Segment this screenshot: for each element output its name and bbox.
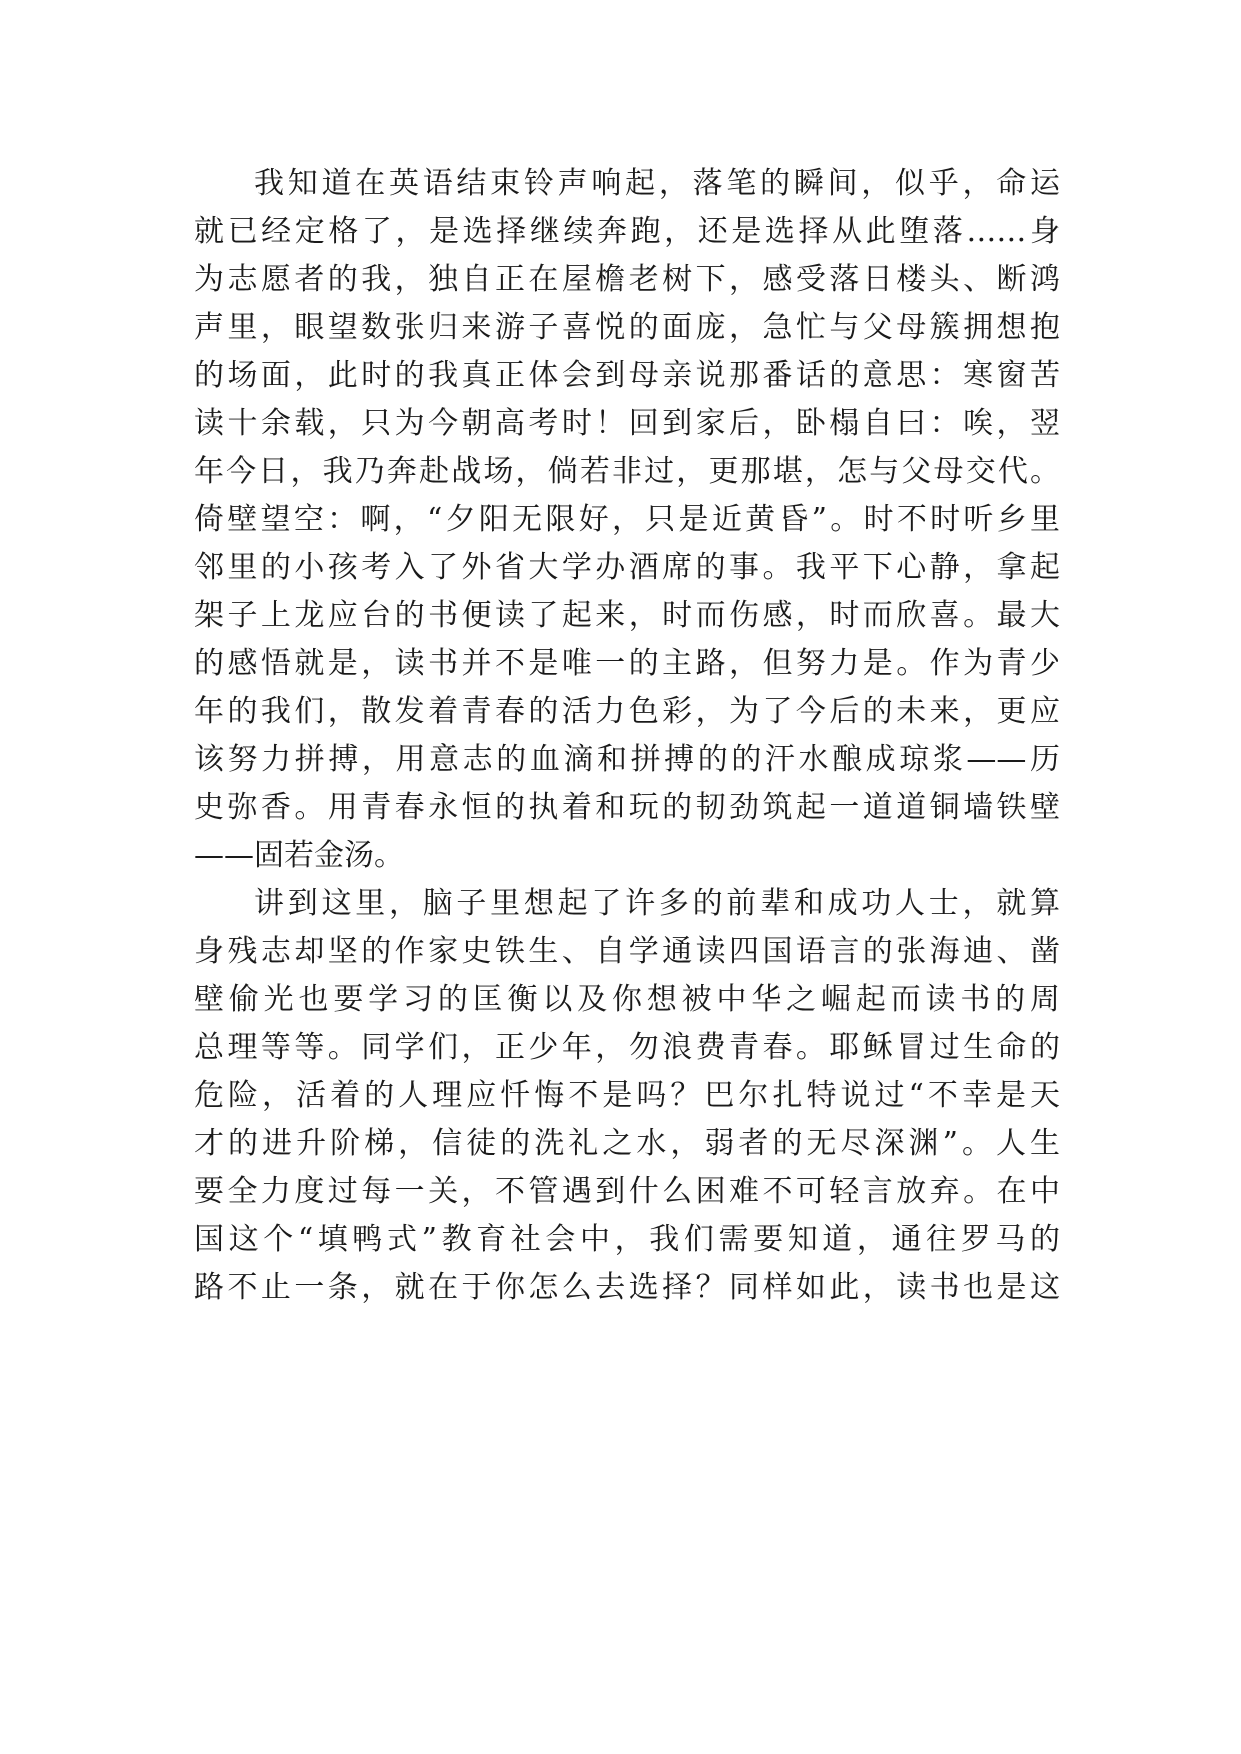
text-line: 倚壁望空：啊，“夕阳无限好，只是近黄昏”。时不时听乡里 — [194, 502, 1060, 537]
document-body — [194, 160, 1060, 1312]
text-line: 为志愿者的我，独自正在屋檐老树下，感受落日楼头、断鸿 — [194, 262, 1060, 297]
text-line: 就已经定格了，是选择继续奔跑，还是选择从此堕落……身 — [194, 214, 1060, 249]
text-line: 要全力度过每一关，不管遇到什么困难不可轻言放弃。在中 — [194, 1174, 1060, 1209]
text-line: 邻里的小孩考入了外省大学办酒席的事。我平下心静，拿起 — [194, 550, 1060, 585]
text-line: 年的我们，散发着青春的活力色彩，为了今后的未来，更应 — [194, 694, 1060, 729]
text-line: 讲到这里，脑子里想起了许多的前辈和成功人士，就算 — [254, 886, 1060, 921]
text-line: 总理等等。同学们，正少年，勿浪费青春。耶稣冒过生命的 — [194, 1030, 1060, 1065]
text-line: 身残志却坚的作家史铁生、自学通读四国语言的张海迪、凿 — [194, 934, 1060, 969]
text-line: 国这个“填鸭式”教育社会中，我们需要知道，通往罗马的 — [194, 1222, 1060, 1257]
text-line: 路不止一条，就在于你怎么去选择？同样如此，读书也是这 — [194, 1270, 1060, 1305]
paragraph-2 — [194, 880, 1060, 1312]
text-line: 壁偷光也要学习的匡衡以及你想被中华之崛起而读书的周 — [194, 982, 1060, 1017]
text-line: 才的进升阶梯，信徒的洗礼之水，弱者的无尽深渊”。人生 — [194, 1126, 1060, 1161]
text-line: 架子上龙应台的书便读了起来，时而伤感，时而欣喜。最大 — [194, 598, 1060, 633]
text-line: 声里，眼望数张归来游子喜悦的面庞，急忙与父母簇拥想抱 — [194, 310, 1060, 345]
text-line: 该努力拼搏，用意志的血滴和拼搏的的汗水酿成琼浆——历 — [194, 742, 1060, 777]
text-line: ——固若金汤。 — [194, 838, 404, 873]
paragraph-1 — [194, 160, 1060, 880]
text-line: 的感悟就是，读书并不是唯一的主路，但努力是。作为青少 — [194, 646, 1060, 681]
text-line: 的场面，此时的我真正体会到母亲说那番话的意思：寒窗苦 — [194, 358, 1060, 393]
text-line: 我知道在英语结束铃声响起，落笔的瞬间，似乎，命运 — [254, 166, 1060, 201]
text-line: 读十余载，只为今朝高考时！回到家后，卧榻自曰：唉，翌 — [194, 406, 1060, 441]
text-line: 年今日，我乃奔赴战场，倘若非过，更那堪，怎与父母交代。 — [194, 454, 1060, 489]
text-line: 史弥香。用青春永恒的执着和玩的韧劲筑起一道道铜墙铁壁 — [194, 790, 1060, 825]
text-line: 危险，活着的人理应忏悔不是吗？巴尔扎特说过“不幸是天 — [194, 1078, 1060, 1113]
